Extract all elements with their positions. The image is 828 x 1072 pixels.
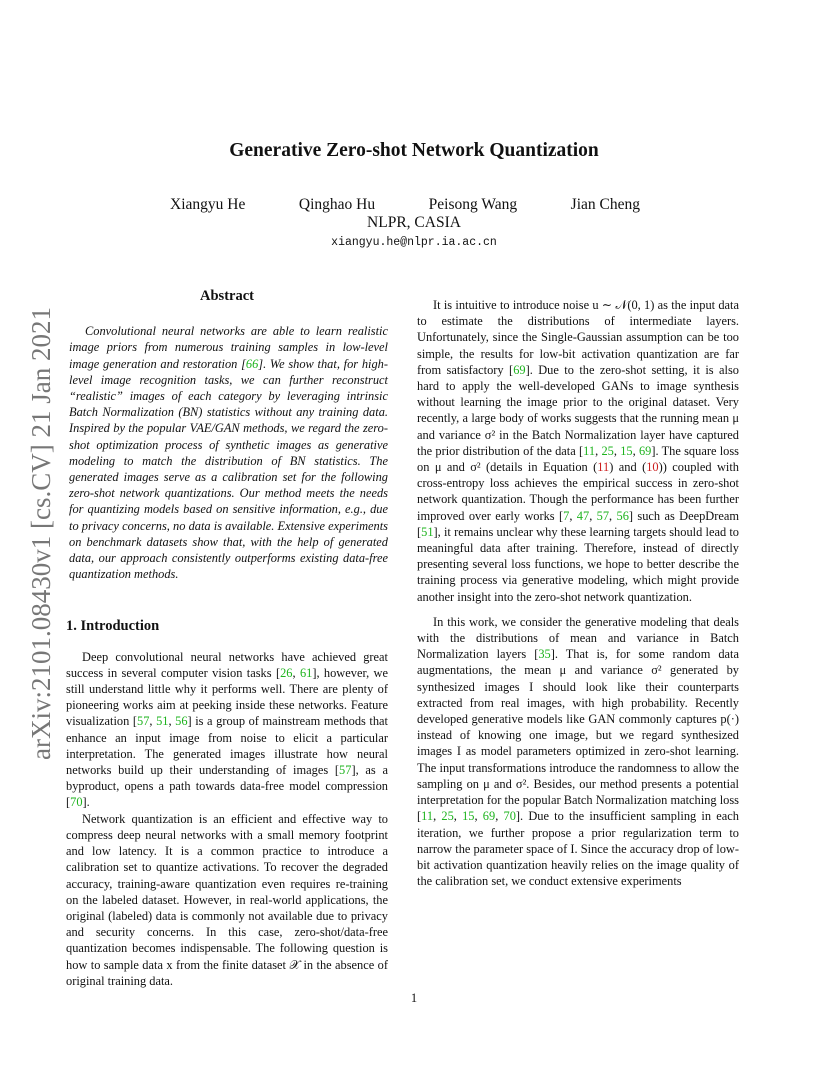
citation-link[interactable]: 26: [280, 665, 293, 680]
citation-link[interactable]: 70: [70, 795, 83, 810]
author-name: Peisong Wang: [428, 196, 518, 213]
page-number: 1: [410, 991, 418, 1005]
citation-link[interactable]: 35: [538, 647, 551, 662]
author-name: Qinghao Hu: [298, 196, 376, 213]
right-column: [417, 288, 739, 889]
author-name: Xiangyu He: [170, 196, 246, 213]
citation-link[interactable]: 69: [482, 809, 496, 824]
citation-link[interactable]: 57: [596, 508, 610, 523]
intro-paragraph: Deep convolutional neural networks have achieved great success in several computer vision tasks [26, 61], however, we still understand little why it performs well. There are plenty of pioneering works aim at peeking inside these networks. Feature visualization [57, 51, 56] is a group of mainstream methods that enhance an input image from noise to elicit a particular interpretation. The generated images illustrate how neural networks build up their understanding of images [57], as a byproduct, opens a path towards data-free model compression [70].: [66, 649, 388, 810]
citation-link[interactable]: 51: [156, 714, 169, 729]
citation-link[interactable]: 15: [462, 809, 475, 824]
citation-link[interactable]: 15: [620, 443, 633, 458]
affiliation: NLPR, CASIA: [367, 214, 461, 231]
citation-link[interactable]: 56: [616, 508, 629, 523]
citation-link[interactable]: 25: [441, 809, 454, 824]
equation-link[interactable]: 11: [597, 460, 610, 475]
citation-link[interactable]: 69: [513, 362, 526, 377]
citation-link[interactable]: 51: [421, 524, 434, 539]
section-heading: 1. Introduction: [66, 618, 160, 635]
citation-link[interactable]: 66: [245, 356, 259, 371]
citation-link[interactable]: 57: [339, 763, 352, 778]
abstract-heading: Abstract: [200, 288, 254, 304]
arxiv-identifier: arXiv:2101.08430v1 [cs.CV] 21 Jan 2021: [26, 307, 56, 760]
citation-link[interactable]: 11: [583, 443, 596, 458]
author-list: [170, 196, 640, 214]
paper-title: Generative Zero-shot Network Quantization: [229, 140, 599, 161]
citation-link[interactable]: 47: [576, 508, 590, 523]
author-email: xiangyu.he@nlpr.ia.ac.cn: [331, 236, 497, 249]
intro-paragraph: It is intuitive to introduce noise u ∼ 𝒩(0, 1) as the input data to estimate the distributions of intermediate layers. Unfortunately, since the Single-Gaussian assumption can be too simple, the results for low-bit activation quantization are far from satisfactory [69]. Due to the zero-shot setting, it is also hard to apply the well-developed GANs to image synthesis without learning the image prior to the original dataset. Very recently, a large body of works suggests that the running mean μ and variance σ² in the Batch Normalization layer have captured the prior distribution of the data [11, 25, 15, 69]. The square loss on μ and σ² (details in Equation (11) and (10)) coupled with cross-entropy loss achieves the empirical success in zero-shot network quantization. Though the performance has been further improved over early works [7, 47, 57, 56] such as DeepDream [51], it remains unclear why these learning targets should lead to meaningful data after training. Therefore, instead of directly presenting several loss functions, we hope to better describe the training process via generative modeling, which might provide another insight into the zero-shot network quantization.: [417, 298, 740, 604]
intro-paragraph: In this work, we consider the generative modeling that deals with the distributions of mean and variance in Batch Normalization layers [35]. That is, for some random data augmentations, the mean μ and variance σ² generated by synthesized images I should look like their counterparts extracted from real images, with high probability. Recently developed generative models like GAN commonly captures p(·) instead of knowing one image, but we regard synthesized images I as model parameters optimized in zero-shot learning. The input transformations introduce the randomness to allow the sampling on μ and σ². Besides, our method presents a potential interpretation for the popular Batch Normalization matching loss [11, 25, 15, 69, 70]. Due to the insufficient sampling in each iteration, we further propose a prior regularization term to narrow the parameter space of I. Since the accuracy drop of low-bit activation quantization heavily relies on the image quality of the calibration set, we conduct extensive experiments: [417, 614, 739, 889]
citation-link[interactable]: 69: [638, 443, 652, 458]
equation-link[interactable]: 10: [646, 460, 659, 475]
intro-paragraph: Network quantization is an efficient and effective way to compress deep neural networks with a small memory footprint and low latency. It is a common practice to introduce a calibration set to quantize activations. To recover the degraded accuracy, training-aware quantization even requires re-training on the labeled dataset. However, in real-world applications, the original (labeled) data is commonly not available due to privacy and security concerns. In this case, zero-shot/data-free quantization becomes indispensable. The following question is how to sample data x from the finite dataset 𝒳 in the absence of original training data.: [66, 811, 388, 988]
abstract-text: Convolutional neural networks are able to learn realistic image priors from numerous training samples in low-level image generation and restoration [66]. We show that, for high-level image recognition tasks, we can further reconstruct “realistic” images of each category by leveraging intrinsic Batch Normalization (BN) statistics without any training data. Inspired by the popular VAE/GAN methods, we regard the zero-shot optimization process of synthetic images as generative modeling to match the distribution of BN statistics. The generated images serve as a calibration set for the following zero-shot network quantizations. Our method meets the needs for quantizing models based on sensitive information, e.g., due to privacy concerns, no data is available. Extensive experiments on benchmark datasets show that, with the help of generated data, our approach consistently outperforms existing data-free quantization methods.: [69, 324, 388, 582]
author-name: Jian Cheng: [570, 196, 640, 213]
citation-link[interactable]: 70: [503, 809, 516, 824]
citation-link[interactable]: 57: [137, 714, 150, 729]
left-column: [66, 288, 388, 989]
citation-link[interactable]: 11: [421, 809, 434, 824]
citation-link[interactable]: 61: [299, 665, 313, 680]
citation-link[interactable]: 7: [563, 508, 570, 523]
citation-link[interactable]: 25: [601, 443, 614, 458]
citation-link[interactable]: 56: [175, 714, 188, 729]
